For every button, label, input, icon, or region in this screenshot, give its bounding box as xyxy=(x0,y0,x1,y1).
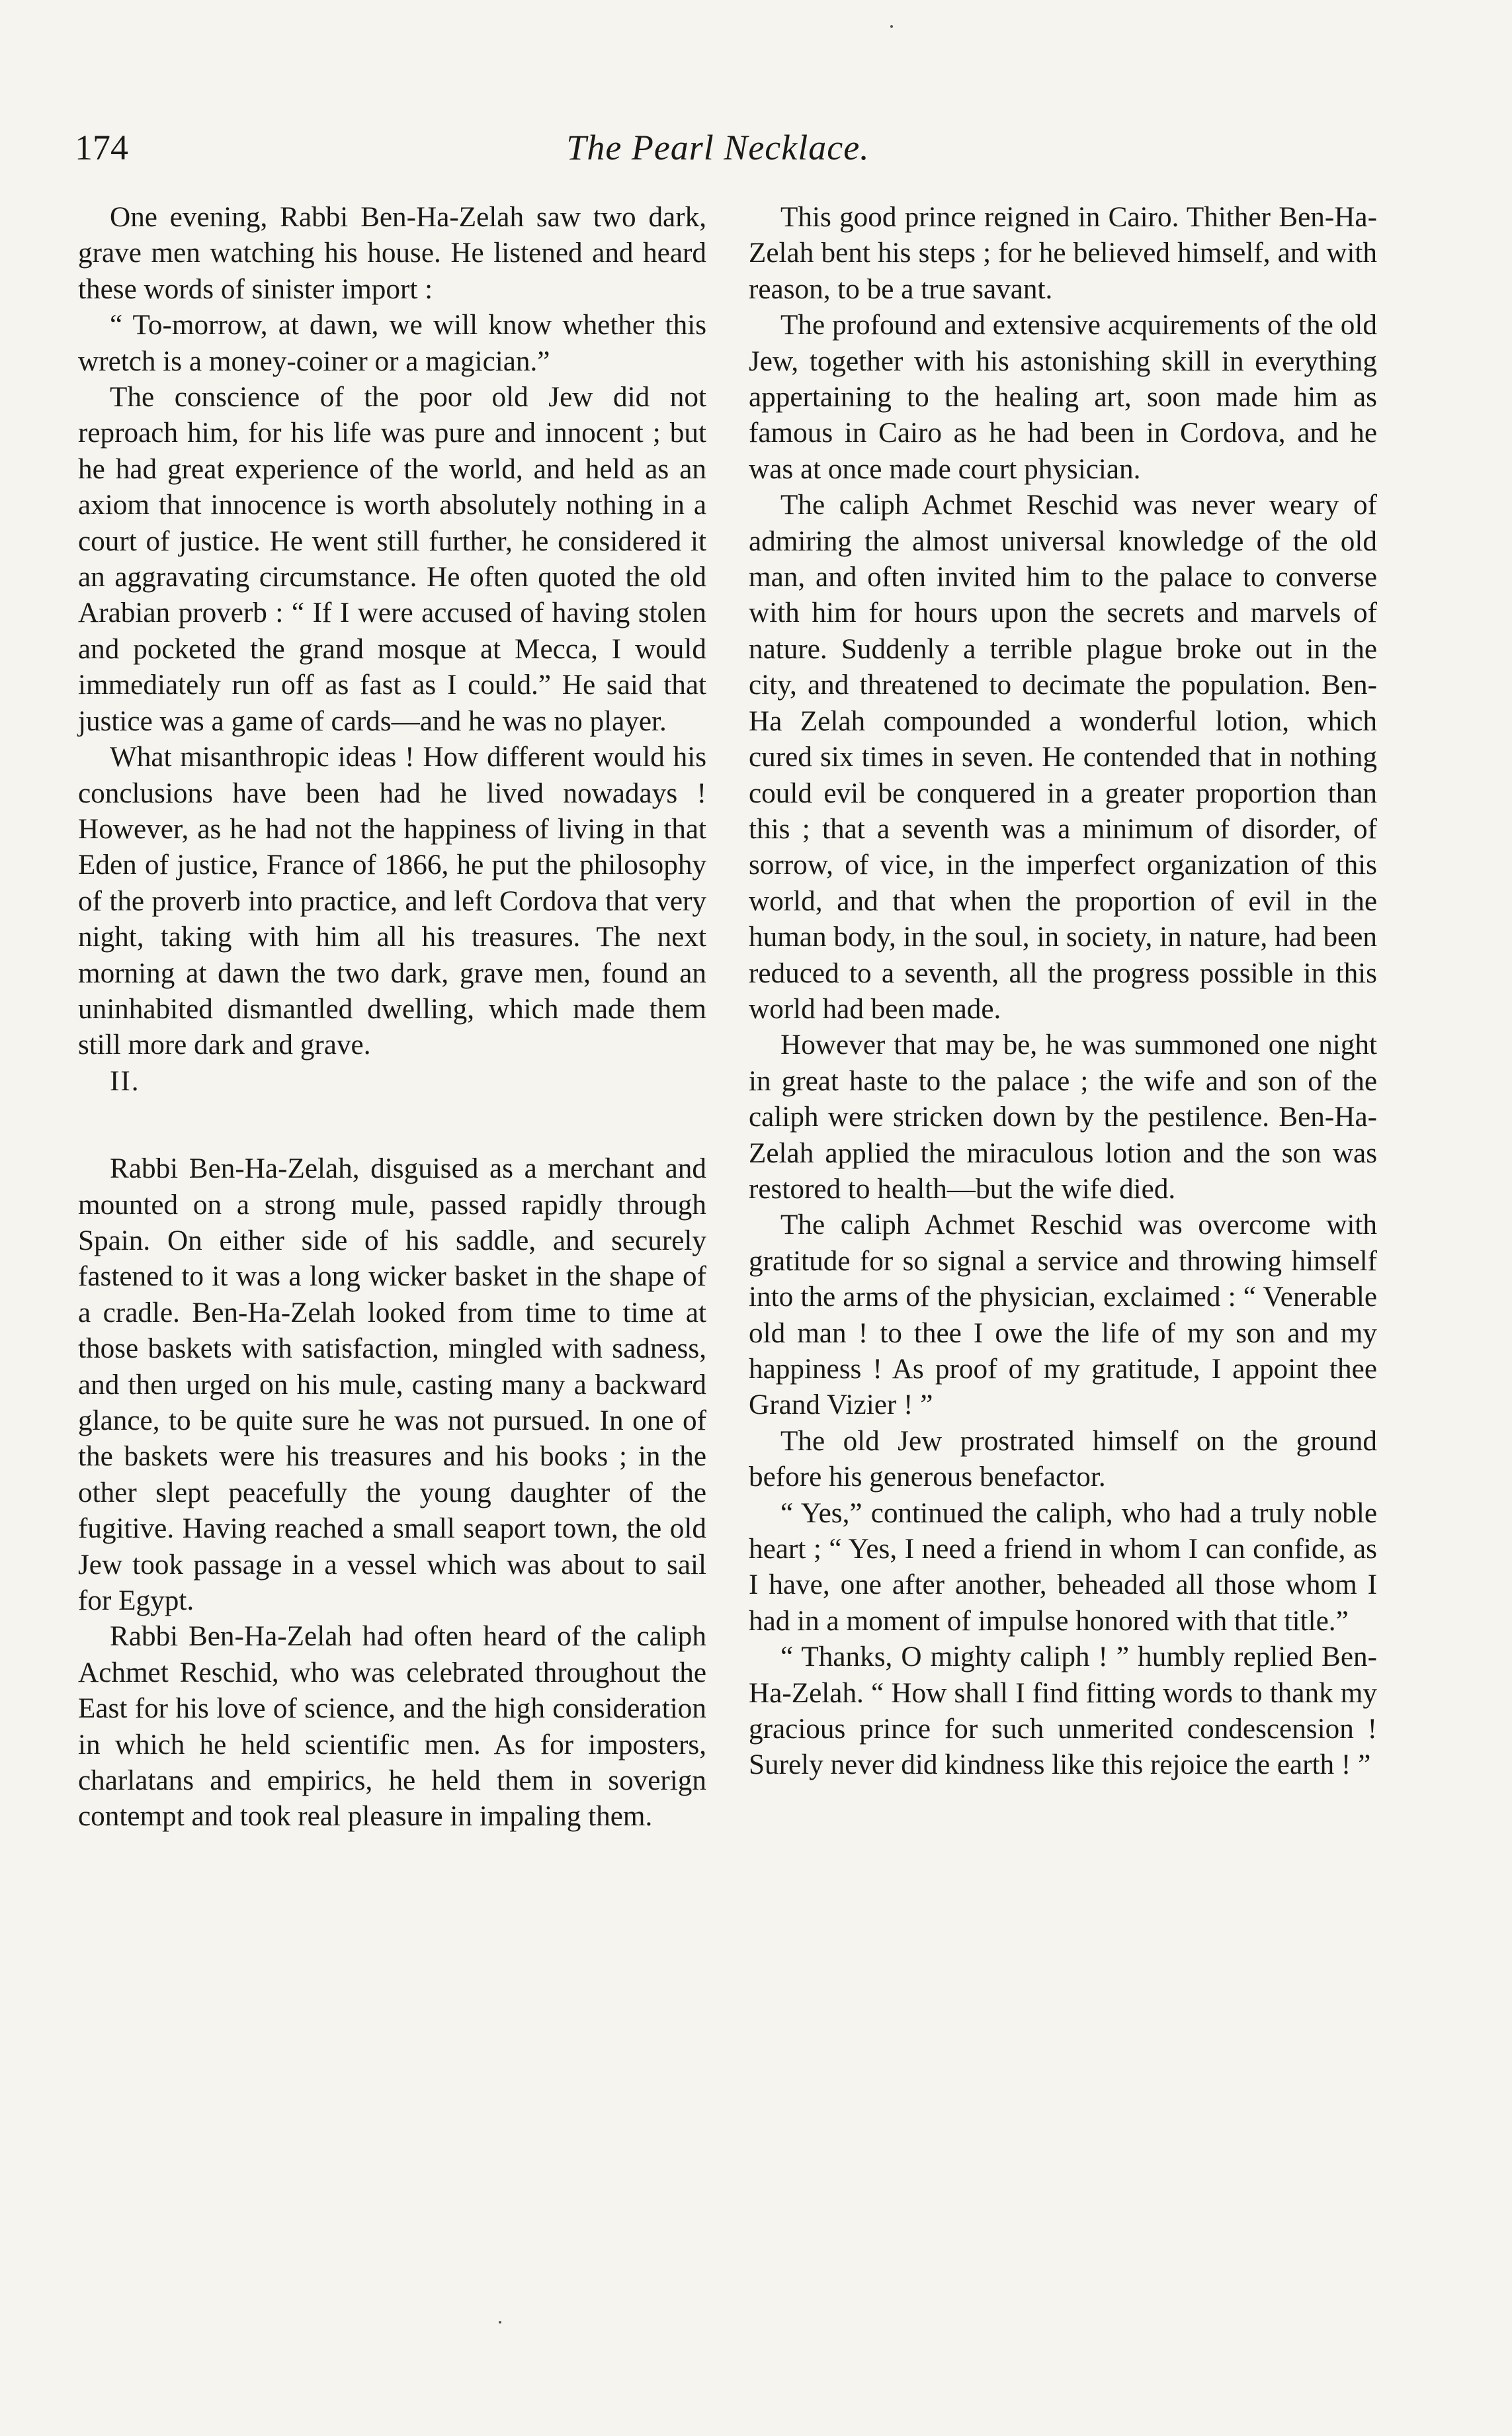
paragraph: What misanthropic ideas ! How different would his conclusions have been had he lived nowadays ! However, as he had not the happiness of living in that Eden of justice, France of 1866, he put the philosophy of the proverb into practice, and left Cordova that very night, taking with him all his treasures. The next morning at dawn the two dark, grave men, found an uninhabited dismantled dwelling, which made them still more dark and grave. xyxy=(78,742,706,1061)
section-spacer xyxy=(78,1100,706,1151)
paragraph: The conscience of the poor old Jew did not reproach him, for his life was pure and innocent ; but he had great experience of the world, and held as an axiom that innocence is worth absolutely nothing in a court of justice. He went still further, he considered it an aggravating circumstance. He often quoted the old Arabian proverb : “ If I were accused of having stolen and pocketed the grand mosque at Mecca, I would immediately run off as fast as I could.” He said that justice was a game of cards—and he was no player. xyxy=(78,382,706,737)
paragraph: The old Jew prostrated himself on the ground before his generous benefactor. xyxy=(749,1425,1377,1493)
page-number: 174 xyxy=(75,128,128,167)
paragraph: The profound and extensive acquirements of the old Jew, together with his astonishing skill in everything appertaining to the healing art, soon made him as famous in Cairo as he had been in Cordova, and he was at once made court physician. xyxy=(749,310,1377,485)
paragraph: This good prince reigned in Cairo. Thither Ben-Ha-Zelah bent his steps ; for he believed himself, and with reason, to be a true savant. xyxy=(749,202,1377,305)
section-number: II. xyxy=(110,1065,140,1097)
paragraph: “ Thanks, O mighty caliph ! ” humbly replied Ben-Ha-Zelah. “ How shall I find fitting words to thank my gracious prince for such unmerited condescension ! Surely never did kindness like this rejoice the earth ! ” xyxy=(749,1641,1377,1781)
left-column xyxy=(78,200,706,1835)
paragraph: Rabbi Ben-Ha-Zelah had often heard of the caliph Achmet Reschid, who was celebrated throughout the East for his love of science, and the high consideration in which he held scientific men. As for imposters, charlatans and empirics, he held them in soverign contempt and took real pleasure in impaling them. xyxy=(78,1621,706,1833)
print-speck xyxy=(890,25,893,28)
paragraph: However that may be, he was summoned one night in great haste to the palace ; the wife and son of the caliph were stricken down by the pestilence. Ben-Ha-Zelah applied the miraculous lotion and the son was restored to health—but the wife died. xyxy=(749,1029,1377,1205)
page-header xyxy=(75,127,1361,180)
right-column xyxy=(749,200,1377,1784)
paragraph: The caliph Achmet Reschid was never weary of admiring the almost universal knowledge of the old man, and often invited him to the palace to converse with him for hours upon the secrets and marvels of nature. Suddenly a terrible plague broke out in the city, and threatened to decimate the population. Ben-Ha Zelah compounded a wonderful lotion, which cured six times in seven. He contended that in nothing could evil be conquered in a greater proportion than this ; that a seventh was a minimum of disorder, of sorrow, of vice, in the imperfect organization of this world, and that when the proportion of evil in the human body, in the soul, in society, in nature, had been reduced to a seventh, all the progress possible in this world had been made. xyxy=(749,490,1377,1025)
paragraph: The caliph Achmet Reschid was overcome with gratitude for so signal a service and throwing himself into the arms of the physician, exclaimed : “ Venerable old man ! to thee I owe the life of my son and my happiness ! As proof of my gratitude, I appoint thee Grand Vizier ! ” xyxy=(749,1209,1377,1421)
running-title: The Pearl Necklace. xyxy=(566,128,870,167)
paragraph: “ Yes,” continued the caliph, who had a truly noble heart ; “ Yes, I need a friend in whom I can confide, as I have, one after another, beheaded all those whom I had in a moment of impulse honored with that title.” xyxy=(749,1497,1377,1637)
paragraph: One evening, Rabbi Ben-Ha-Zelah saw two dark, grave men watching his house. He listened and heard these words of sinister import : xyxy=(78,202,706,305)
print-speck xyxy=(499,2321,501,2324)
paragraph: Rabbi Ben-Ha-Zelah, disguised as a merchant and mounted on a strong mule, passed rapidly through Spain. On either side of his saddle, and securely fastened to it was a long wicker basket in the shape of a cradle. Ben-Ha-Zelah looked from time to time at those baskets with satisfaction, mingled with sadness, and then urged on his mule, casting many a backward glance, to be quite sure he was not pursued. In one of the baskets were his treasures and his books ; in the other slept peacefully the young daughter of the fugitive. Having reached a small seaport town, the old Jew took passage in a vessel which was about to sail for Egypt. xyxy=(78,1153,706,1617)
paragraph: “ To-morrow, at dawn, we will know whether this wretch is a money-coiner or a magician.” xyxy=(78,310,706,377)
